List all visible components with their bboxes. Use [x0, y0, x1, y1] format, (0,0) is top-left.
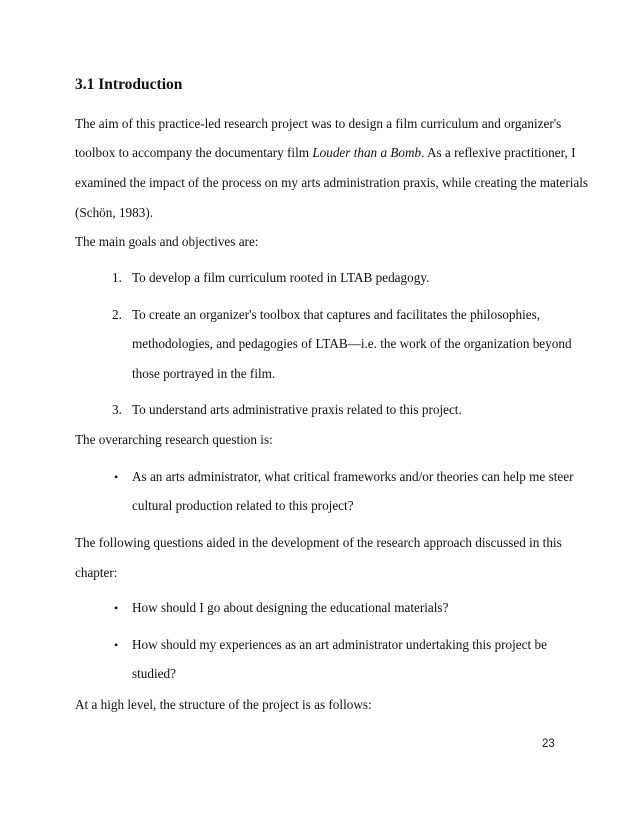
paragraph-line: examined the impact of the process on my arts administration praxis, while creating the materials [75, 175, 589, 190]
list-item-line: studied? [132, 666, 176, 681]
section-heading: 3.1 Introduction [75, 76, 183, 93]
goals-intro: The main goals and objectives are: [75, 234, 259, 249]
bullet-marker: • [114, 470, 119, 484]
text-run: toolbox to accompany the documentary film [75, 145, 313, 160]
paragraph-line [75, 145, 575, 161]
list-item-line: To develop a film curriculum rooted in LTAB pedagogy. [132, 270, 430, 285]
paragraph-line: The aim of this practice-led research project was to design a film curriculum and organizer's [75, 116, 562, 131]
paragraph-line: At a high level, the structure of the project is as follows: [75, 697, 372, 712]
paragraph-line: The following questions aided in the development of the research approach discussed in this [75, 535, 562, 550]
list-marker: 3. [112, 402, 122, 417]
list-item-line: cultural production related to this project? [132, 498, 354, 513]
page-number: 23 [542, 738, 555, 750]
list-item-line: As an arts administrator, what critical frameworks and/or theories can help me steer [132, 469, 574, 484]
bullet-marker: • [114, 638, 119, 652]
bullet-marker: • [114, 601, 119, 615]
text-run: . As a reflexive practitioner, I [421, 145, 576, 160]
list-item-line: How should I go about designing the educational materials? [132, 600, 449, 615]
list-marker: 2. [112, 307, 122, 322]
list-item-line: methodologies, and pedagogies of LTAB—i.e. the work of the organization beyond [132, 336, 572, 351]
list-marker: 1. [112, 270, 122, 285]
list-item-line: To understand arts administrative praxis related to this project. [132, 402, 462, 417]
list-item-line: those portrayed in the film. [132, 366, 276, 381]
research-question-intro: The overarching research question is: [75, 432, 273, 447]
paragraph-line: (Schön, 1983). [75, 205, 154, 220]
list-item-line: To create an organizer's toolbox that captures and facilitates the philosophies, [132, 307, 541, 322]
list-item-line: How should my experiences as an art administrator undertaking this project be [132, 637, 547, 652]
film-title: Louder than a Bomb [312, 145, 422, 160]
paragraph-line: chapter: [75, 565, 118, 580]
